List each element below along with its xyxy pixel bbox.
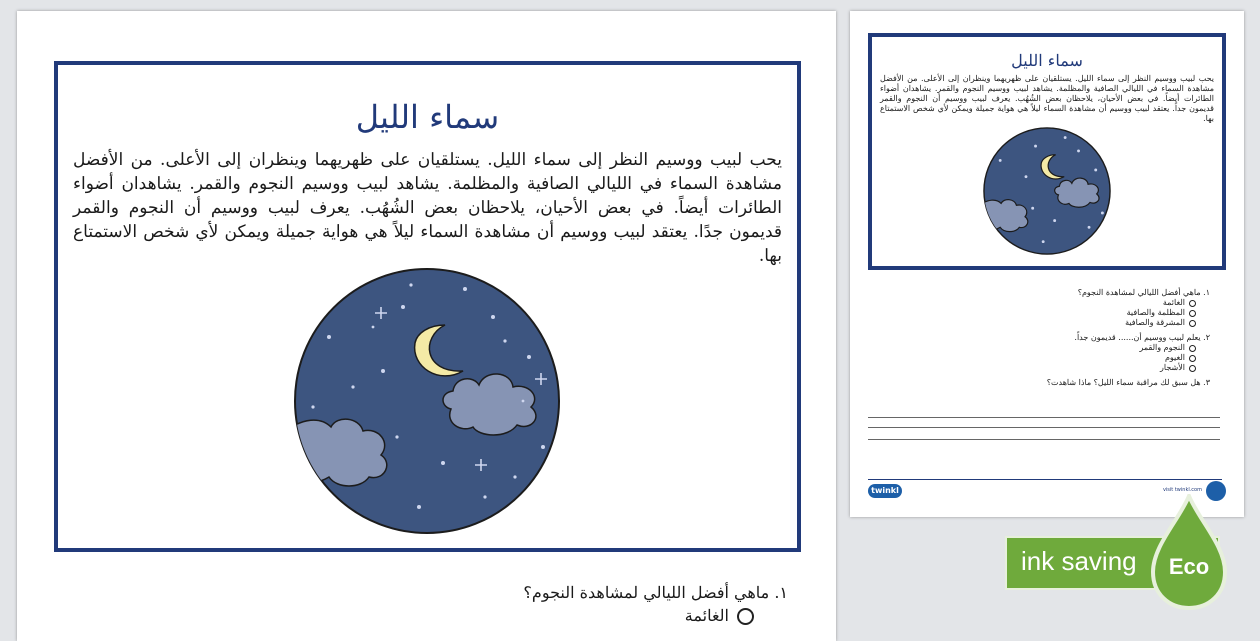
eco-label: Eco — [1168, 554, 1210, 579]
worksheet-page-main — [17, 11, 836, 641]
thumb-q2-option-2 — [890, 353, 1196, 363]
option-label: الغائمة — [684, 606, 729, 625]
radio-circle-icon[interactable] — [737, 608, 754, 625]
thumb-story-frame — [868, 33, 1226, 270]
radio-circle-icon — [1189, 310, 1196, 317]
thumb-q1-option-2 — [890, 308, 1196, 318]
writing-line — [868, 417, 1220, 418]
option-label: النجوم والقمر — [1139, 343, 1185, 352]
footer-url: visit twinkl.com — [1162, 487, 1202, 493]
eco-drop-icon — [1149, 494, 1229, 612]
footer-divider — [868, 479, 1222, 480]
twinkl-logo: twinkl — [868, 484, 902, 498]
radio-circle-icon — [1189, 300, 1196, 307]
thumb-question-2-text: ٢. يعلم لبيب ووسيم أن...... قديمون جداً. — [1074, 333, 1210, 342]
writing-line — [868, 427, 1220, 428]
option-label: المظلمة والصافية — [1126, 308, 1185, 317]
thumb-worksheet-title: سماء الليل — [1011, 51, 1083, 70]
thumb-q2-option-3 — [890, 363, 1196, 373]
radio-circle-icon — [1189, 355, 1196, 362]
worksheet-page-thumbnail[interactable] — [850, 11, 1244, 517]
writing-line — [868, 439, 1220, 440]
radio-circle-icon — [1189, 320, 1196, 327]
thumb-question-1-text: ١. ماهي أفضل الليالي لمشاهدة النجوم؟ — [1077, 288, 1210, 297]
thumb-q1-option-1 — [890, 298, 1196, 308]
question-1-text: ١. ماهي أفضل الليالي لمشاهدة النجوم؟ — [523, 583, 788, 602]
radio-circle-icon — [1189, 365, 1196, 372]
thumb-story-paragraph: يحب لبيب ووسيم النظر إلى سماء الليل. يستلقيان على ظهريهما وينظران إلى الأعلى. من الأفضل مشاهدة السماء في الليالي الصافية والمظلمة. يشاهد لبيب ووسيم النجوم والقمر. يشاهدان أضواء الطائرات أيضاً. في بعض الأحيان، يلاحظان بعض الشُهُب. يعرف لبيب ووسيم أن النجوم والقمر قديمون جداً. يعتقد لبيب ووسيم أن مشاهدة السماء ليلاً هي هواية جميلة ويمكن لأي شخص الاستمتاع بها. — [880, 74, 1214, 123]
thumb-q1-option-3 — [890, 318, 1196, 328]
option-label: الأشجار — [1160, 363, 1185, 372]
worksheet-title: سماء الليل — [355, 98, 500, 136]
option-label: الغائمة — [1162, 298, 1185, 307]
radio-circle-icon — [1189, 345, 1196, 352]
story-frame — [54, 61, 801, 552]
option-label: المشرقة والصافية — [1125, 318, 1185, 327]
ink-saving-label: ink saving — [1021, 546, 1137, 576]
question-1-option-1[interactable] — [388, 605, 754, 627]
thumb-question-3-text: ٣. هل سبق لك مراقبة سماء الليل؟ ماذا شاهدت؟ — [1046, 378, 1210, 387]
questions-section — [388, 581, 788, 627]
thumb-night-sky-illustration — [983, 127, 1111, 255]
thumb-questions-section — [890, 283, 1210, 388]
thumb-q2-option-1 — [890, 343, 1196, 353]
night-sky-illustration — [293, 267, 561, 535]
story-paragraph: يحب لبيب ووسيم النظر إلى سماء الليل. يستلقيان على ظهريهما وينظران إلى الأعلى. من الأفضل مشاهدة السماء في الليالي الصافية والمظلمة. يشاهد لبيب ووسيم النجوم والقمر. يشاهدان أضواء الطائرات أيضاً. في بعض الأحيان، يلاحظان بعض الشُهُب. يعرف لبيب ووسيم أن النجوم والقمر قديمون جدًا. يعتقد لبيب ووسيم أن مشاهدة السماء ليلاً هي هواية جميلة ويمكن لأي شخص الاستمتاع بها. — [73, 150, 782, 266]
option-label: الغيوم — [1164, 353, 1185, 362]
